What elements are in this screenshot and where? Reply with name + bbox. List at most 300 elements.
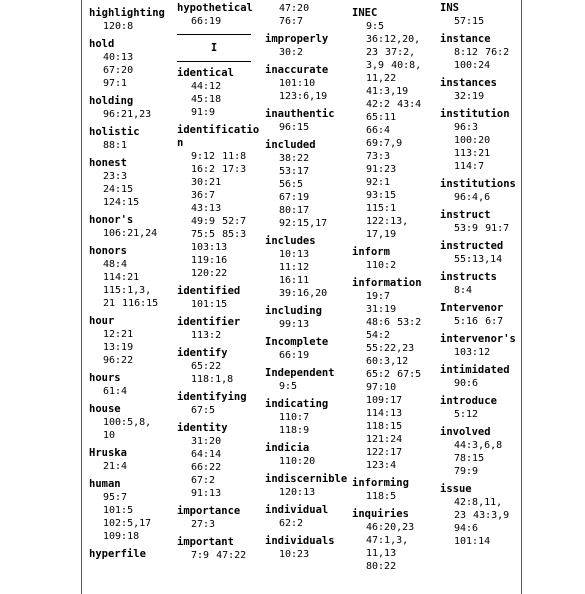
- index-entry: [177, 67, 261, 119]
- page-line-reference: 114:21: [103, 272, 140, 283]
- index-entry: [265, 235, 349, 300]
- index-entry: [265, 336, 349, 362]
- index-entry: [265, 398, 349, 437]
- page-line-reference: 95:7: [103, 492, 128, 503]
- page-line-reference: 94:6: [454, 523, 479, 534]
- index-entry: [440, 302, 524, 328]
- index-entry: [265, 305, 349, 331]
- index-term: including: [265, 305, 322, 317]
- index-term: involved: [440, 426, 491, 438]
- page-line-reference: 45:18: [191, 94, 222, 105]
- page-line-reference: 23 37:2,: [366, 47, 416, 58]
- index-term: instance: [440, 33, 491, 45]
- page-line-references: [440, 439, 524, 478]
- page-line-references: [352, 259, 436, 272]
- index-entry: [352, 0, 436, 2]
- page-line-references: [440, 253, 524, 266]
- index-column: [265, 0, 349, 561]
- index-term: INEC: [352, 7, 378, 19]
- index-term: highlighting: [89, 7, 165, 19]
- page-line-reference: 53:17: [279, 166, 310, 177]
- index-entry: [89, 38, 173, 90]
- page-line-references: [440, 284, 524, 297]
- index-term: informing: [352, 477, 409, 489]
- page-line-references: [265, 77, 349, 103]
- page-line-reference: [366, 0, 436, 2]
- index-entry: [440, 395, 524, 421]
- index-term: identified: [177, 285, 241, 297]
- page-line-reference: 44:3,6,8: [454, 440, 503, 451]
- page-line-reference: 12:21: [103, 329, 134, 340]
- section-divider: [177, 34, 251, 35]
- index-term: human: [89, 478, 121, 490]
- index-column: [352, 0, 436, 573]
- page-line-references: [265, 121, 349, 134]
- page-line-reference: 101:15: [191, 299, 228, 310]
- index-entry: [89, 447, 173, 473]
- page-line-reference: 9:12 11:8: [191, 151, 247, 162]
- index-entry: [177, 391, 261, 417]
- page-line-references: [89, 51, 173, 90]
- page-line-references: [265, 152, 349, 230]
- page-line-reference: 106:21,24: [103, 228, 158, 239]
- page-line-reference: 121:24: [366, 434, 403, 445]
- page-line-reference: 24:15: [103, 184, 134, 195]
- page-line-reference: 97:10: [366, 382, 397, 393]
- page-line-reference: 48:4: [103, 259, 128, 270]
- page-line-reference: 113:2: [191, 330, 222, 341]
- index-term: identifier: [177, 316, 241, 328]
- page-line-references: [89, 491, 173, 543]
- page-line-reference: 103:12: [454, 347, 491, 358]
- page-line-reference: 21:4: [103, 461, 128, 472]
- page-line-reference: 90:6: [454, 378, 479, 389]
- page-line-references: [265, 517, 349, 530]
- page-line-reference: 30:21: [191, 177, 222, 188]
- index-term: instructed: [440, 240, 504, 252]
- page-line-reference: 120:22: [191, 268, 228, 279]
- page-line-reference: 41:3,19: [366, 86, 409, 97]
- page-line-reference: 73:3: [366, 151, 391, 162]
- page-line-references: [177, 404, 261, 417]
- index-entry: [440, 271, 524, 297]
- page-line-reference: 11,22: [366, 73, 397, 84]
- index-term: inquiries: [352, 508, 409, 520]
- page-line-reference: 123:6,19: [279, 91, 328, 102]
- index-entry: [177, 2, 261, 28]
- page-line-references: [177, 518, 261, 531]
- index-entry: [89, 0, 173, 2]
- page-line-reference: 102:5,17: [103, 518, 152, 529]
- page-line-reference: 3,9 40:8,: [366, 60, 422, 71]
- page-line-references: [440, 377, 524, 390]
- page-line-reference: 38:22: [279, 153, 310, 164]
- page-line-reference: 123:4: [366, 460, 397, 471]
- index-column: [89, 0, 173, 561]
- page-line-references: [265, 46, 349, 59]
- page-line-references: [177, 150, 261, 280]
- index-term: honor's: [89, 214, 134, 226]
- page-line-reference: 42:2 43:4: [366, 99, 422, 110]
- page-line-reference: 5:12: [454, 409, 479, 420]
- index-entry: [265, 442, 349, 468]
- page-line-references: [440, 15, 524, 28]
- page-line-reference: 69:7,9: [366, 138, 403, 149]
- page-line-reference: 42:8,11,: [454, 497, 503, 508]
- page-line-reference: 27:3: [191, 519, 216, 530]
- page-line-reference: 16:2 17:3: [191, 164, 247, 175]
- index-entry: [440, 33, 524, 72]
- page-line-references: [89, 258, 173, 310]
- page-line-references: [440, 408, 524, 421]
- index-term: individual: [265, 504, 329, 516]
- index-term: instructs: [440, 271, 497, 283]
- index-term: importance: [177, 505, 241, 517]
- page-line-reference: 56:5: [279, 179, 304, 190]
- page-line-reference: 67:2: [191, 475, 216, 486]
- index-term: indicating: [265, 398, 329, 410]
- page-line-references: [265, 486, 349, 499]
- page-line-references: [177, 298, 261, 311]
- page-line-reference: 76:7: [279, 16, 304, 27]
- page-line-references: [440, 191, 524, 204]
- index-entry: [352, 7, 436, 241]
- index-term: hypothetical: [177, 2, 253, 14]
- index-term: hold: [89, 38, 115, 50]
- page-line-references: [352, 0, 436, 2]
- section-divider: [177, 61, 251, 62]
- page-line-references: [89, 416, 173, 442]
- page-line-reference: 118:5: [366, 491, 397, 502]
- page-line-reference: 93:15: [366, 190, 397, 201]
- page-line-reference: 16:11: [279, 275, 310, 286]
- page-line-reference: 124:15: [103, 197, 140, 208]
- index-term: Incomplete: [265, 336, 329, 348]
- page-line-reference: 110:2: [366, 260, 397, 271]
- page-line-reference: 31:19: [366, 304, 397, 315]
- page-line-references: [265, 318, 349, 331]
- page-line-references: [89, 227, 173, 240]
- page-line-reference: 115:1,3,: [103, 285, 152, 296]
- page-line-reference: 55:22,23: [366, 343, 415, 354]
- page-line-reference: 32:19: [454, 91, 485, 102]
- page-line-reference: 97:1: [103, 78, 128, 89]
- index-term: identifying: [177, 391, 247, 403]
- page-line-references: [265, 380, 349, 393]
- index-entry: [89, 478, 173, 543]
- page-line-reference: 114:7: [454, 161, 485, 172]
- index-entry: [440, 364, 524, 390]
- index-entry: [89, 7, 173, 33]
- page-line-reference: 8:4: [454, 285, 473, 296]
- index-entry: [440, 240, 524, 266]
- page-line-reference: 19:7: [366, 291, 391, 302]
- page-line-reference: 75:5 85:3: [191, 229, 247, 240]
- page-line-references: [89, 170, 173, 209]
- index-entry: [440, 178, 524, 204]
- page-line-reference: 113:21: [454, 148, 491, 159]
- index-term: honors: [89, 245, 127, 257]
- index-entry: [352, 277, 436, 472]
- page-line-reference: 96:3: [454, 122, 479, 133]
- index-term: institution: [440, 108, 510, 120]
- page-line-references: [265, 548, 349, 561]
- page-line-reference: 10:13: [279, 249, 310, 260]
- page-line-reference: 79:9: [454, 466, 479, 477]
- page-line-reference: 67:20: [103, 65, 134, 76]
- page-line-reference: 115:1: [366, 203, 397, 214]
- page-line-references: [89, 385, 173, 398]
- index-entry: [265, 504, 349, 530]
- page-line-reference: 91:9: [191, 107, 216, 118]
- index-term: inauthentic: [265, 108, 335, 120]
- page-line-reference: 100:24: [454, 60, 491, 71]
- page-line-references: [177, 549, 261, 562]
- page-line-references: [177, 360, 261, 386]
- page-line-reference: 110:7: [279, 412, 310, 423]
- page-line-reference: 36:12,20,: [366, 34, 421, 45]
- page-line-references: [352, 290, 436, 472]
- page-line-references: [265, 248, 349, 300]
- page-line-reference: 100:20: [454, 135, 491, 146]
- page-line-reference: 67:19: [279, 192, 310, 203]
- index-term: house: [89, 403, 121, 415]
- index-entry: [89, 214, 173, 240]
- page-line-reference: 101:5: [103, 505, 134, 516]
- index-entry: [177, 316, 261, 342]
- index-entry: [352, 477, 436, 503]
- index-entry: [440, 426, 524, 478]
- page-line-reference: 13:19: [103, 342, 134, 353]
- page-line-reference: 11:12: [279, 262, 310, 273]
- page-line-reference: 119:16: [191, 255, 228, 266]
- page-line-reference: 88:1: [103, 140, 128, 151]
- page-line-references: [440, 222, 524, 235]
- index-term: indicia: [265, 442, 310, 454]
- index-entry: [265, 64, 349, 103]
- page-line-reference: 122:17: [366, 447, 403, 458]
- index-entry: [265, 535, 349, 561]
- index-entry: [265, 0, 349, 28]
- index-term: issue: [440, 483, 472, 495]
- page-line-reference: 40:13: [103, 52, 134, 63]
- index-term: institutions: [440, 178, 516, 190]
- page-line-reference: 99:13: [279, 319, 310, 330]
- index-term: intimidated: [440, 364, 510, 376]
- page-line-references: [352, 20, 436, 241]
- page-line-references: [352, 490, 436, 503]
- index-term: important: [177, 536, 234, 548]
- page-line-reference: 62:2: [279, 518, 304, 529]
- page-line-reference: 17,19: [366, 229, 397, 240]
- page-line-reference: 80:17: [279, 205, 310, 216]
- index-entry: [89, 245, 173, 310]
- index-entry: [265, 33, 349, 59]
- page-line-reference: 100:5,8,: [103, 417, 152, 428]
- page-line-reference: 10:23: [279, 549, 310, 560]
- index-term: intervenor's: [440, 333, 516, 345]
- index-term: inform: [352, 246, 390, 258]
- page-line-reference: 36:7: [191, 190, 216, 201]
- page-line-reference: 101:10: [279, 78, 316, 89]
- index-entry: [89, 157, 173, 209]
- page-line-references: [177, 80, 261, 119]
- index-entry: [352, 246, 436, 272]
- page-line-reference: 96:21,23: [103, 109, 152, 120]
- page-line-reference: 118:9: [279, 425, 310, 436]
- index-term: honest: [89, 157, 127, 169]
- page-line-reference: 66:22: [191, 462, 222, 473]
- index-term: improperly: [265, 33, 329, 45]
- index-term: identify: [177, 347, 228, 359]
- page-line-references: [89, 328, 173, 367]
- page-line-references: [89, 0, 173, 2]
- index-entry: [177, 347, 261, 386]
- page-line-reference: 78:15: [454, 453, 485, 464]
- page-line-reference: 10: [103, 430, 116, 441]
- page-line-reference: 66:19: [191, 16, 222, 27]
- page-line-reference: 118:15: [366, 421, 403, 432]
- index-entry: [89, 403, 173, 442]
- page-line-reference: 65:11: [366, 112, 397, 123]
- page-line-reference: 11,13: [366, 548, 397, 559]
- page-line-reference: 57:15: [454, 16, 485, 27]
- index-entry: [89, 126, 173, 152]
- index-entry: [265, 108, 349, 134]
- page-line-reference: 66:19: [279, 350, 310, 361]
- page-line-references: [89, 460, 173, 473]
- index-term: hour: [89, 315, 115, 327]
- index-term: indiscernible: [265, 473, 348, 485]
- page-line-reference: 96:15: [279, 122, 310, 133]
- page-line-reference: 5:16 6:7: [454, 316, 504, 327]
- page-line-reference: 65:2 67:5: [366, 369, 422, 380]
- page-line-reference: 43:13: [191, 203, 222, 214]
- index-term: holistic: [89, 126, 140, 138]
- page-line-references: [440, 346, 524, 359]
- page-line-reference: 67:5: [191, 405, 216, 416]
- index-entry: [89, 95, 173, 121]
- index-entry: [440, 333, 524, 359]
- page-line-reference: 8:12 76:2: [454, 47, 510, 58]
- section-letter-block: [177, 34, 261, 62]
- index-term: instruct: [440, 209, 491, 221]
- index-entry: [177, 536, 261, 562]
- page-line-reference: 96:4,6: [454, 192, 491, 203]
- page-line-references: [440, 90, 524, 103]
- page-line-reference: 64:14: [191, 449, 222, 460]
- index-entry: [265, 139, 349, 230]
- page-line-reference: 122:13,: [366, 216, 409, 227]
- index-term: includes: [265, 235, 316, 247]
- index-entry: [177, 124, 261, 280]
- index-term: INS: [440, 2, 459, 14]
- page-line-reference: 110:20: [279, 456, 316, 467]
- page-line-references: [177, 435, 261, 500]
- page-line-reference: [103, 0, 173, 2]
- page-line-reference: 23 43:3,9: [454, 510, 510, 521]
- page-line-reference: 118:1,8: [191, 374, 234, 385]
- index-term: holding: [89, 95, 134, 107]
- page-line-reference: 109:18: [103, 531, 140, 542]
- page-line-reference: 103:13: [191, 242, 228, 253]
- page-line-reference: 92:15,17: [279, 218, 328, 229]
- page-line-reference: 31:20: [191, 436, 222, 447]
- index-term: Intervenor: [440, 302, 504, 314]
- page-line-reference: 9:5: [279, 381, 298, 392]
- page-line-reference: 47:1,3,: [366, 535, 409, 546]
- page-line-reference: 92:1: [366, 177, 391, 188]
- page-line-references: [265, 0, 349, 28]
- page-line-reference: 60:3,12: [366, 356, 409, 367]
- index-term: information: [352, 277, 422, 289]
- index-entry: [352, 508, 436, 573]
- index-term: introduce: [440, 395, 497, 407]
- page-line-reference: 23:3: [103, 171, 128, 182]
- index-term: hours: [89, 372, 121, 384]
- page-line-references: [265, 455, 349, 468]
- index-term: identification: [177, 124, 260, 149]
- index-term: identity: [177, 422, 228, 434]
- page-line-reference: 120:13: [279, 487, 316, 498]
- index-entry: [440, 2, 524, 28]
- page-line-reference: 7:9 47:22: [191, 550, 247, 561]
- page-line-reference: 66:4: [366, 125, 391, 136]
- page-line-references: [265, 349, 349, 362]
- page-line-references: [89, 20, 173, 33]
- page-line-reference: 46:20,23: [366, 522, 415, 533]
- page-line-references: [89, 139, 173, 152]
- page-line-reference: 61:4: [103, 386, 128, 397]
- index-entry: [440, 77, 524, 103]
- index-entry: [440, 483, 524, 548]
- page-line-reference: 53:9 91:7: [454, 223, 510, 234]
- index-entry: [89, 548, 173, 561]
- page-line-reference: 39:16,20: [279, 288, 328, 299]
- index-entry: [177, 505, 261, 531]
- index-term: Hruska: [89, 447, 127, 459]
- index-term: identical: [177, 67, 234, 79]
- index-column: [177, 0, 261, 562]
- page-line-reference: 48:6 53:2: [366, 317, 422, 328]
- page-line-reference: 55:13,14: [454, 254, 503, 265]
- page-line-reference: 91:23: [366, 164, 397, 175]
- page-line-reference: 44:12: [191, 81, 222, 92]
- page-line-references: [89, 108, 173, 121]
- index-entry: [177, 285, 261, 311]
- index-entry: [89, 315, 173, 367]
- page-line-references: [265, 411, 349, 437]
- page-line-references: [440, 315, 524, 328]
- page-line-reference: 120:8: [103, 21, 134, 32]
- index-entry: [265, 367, 349, 393]
- page-line-reference: 101:14: [454, 536, 491, 547]
- index-entry: [440, 108, 524, 173]
- index-term: included: [265, 139, 316, 151]
- index-entry: [440, 209, 524, 235]
- index-entry: [89, 372, 173, 398]
- page-line-reference: 30:2: [279, 47, 304, 58]
- page-line-references: [177, 15, 261, 28]
- page-line-reference: 21 116:15: [103, 298, 159, 309]
- page-line-references: [440, 121, 524, 173]
- page-line-references: [440, 46, 524, 72]
- page-line-reference: 47:20: [279, 3, 310, 14]
- page-line-reference: 65:22: [191, 361, 222, 372]
- page-line-references: [440, 496, 524, 548]
- page-line-reference: 9:5: [366, 21, 385, 32]
- page-line-reference: 49:9 52:7: [191, 216, 247, 227]
